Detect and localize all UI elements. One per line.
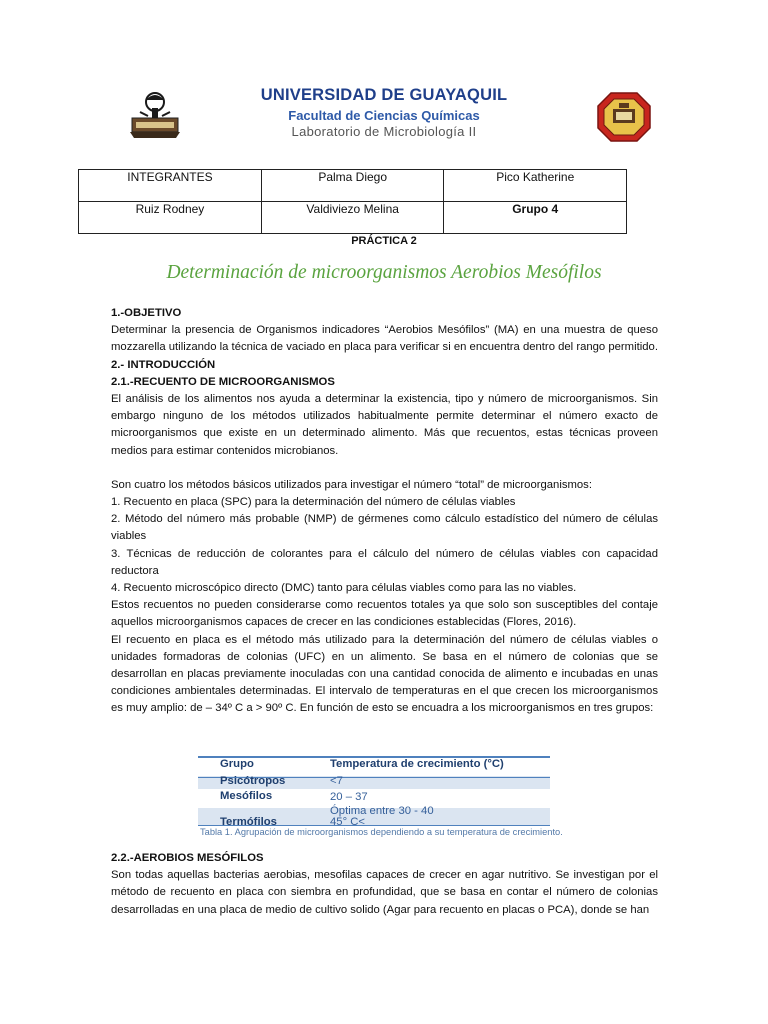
faculty-name: Facultad de Ciencias Químicas [288,108,480,123]
body-text-upper [111,305,658,718]
members-table [78,169,627,234]
table-cell: INTEGRANTES [79,170,262,202]
table-caption: Tabla 1. Agrupación de microorganismos dependiendo a su temperatura de crecimiento. [200,827,563,837]
table-cell: Grupo 4 [444,202,627,234]
paragraph: Son todas aquellas bacterias aerobias, mesofilas capaces de crecer en agar nutritivo. Se investigan por el método de recuento en placa con siembra en profundidad, que se basa en contar el número de colonias desarrolladas en una placa de medio de cultivo solido (Agar para recuento en placas o PCA), donde se han [111,869,658,916]
temperature-table [198,756,563,838]
table-cell: 45° C< [330,816,365,828]
paragraph: Son cuatro los métodos básicos utilizados para investigar el número “total” de microorganismos: [111,478,592,491]
lab-name: Laboratorio de Microbiología II [291,124,477,139]
section-heading: 1.-OBJETIVO [111,307,182,319]
document-title: Determinación de microorganismos Aerobios Mesófilos [166,262,602,283]
university-name: UNIVERSIDAD DE GUAYAQUIL [260,86,508,104]
table-cell: Palma Diego [261,170,444,202]
list-item: 4. Recuento microscópico directo (DMC) tanto para células viables como para las no viables. [111,582,577,595]
table-cell: Valdiviezo Melina [261,202,444,234]
table-row [79,170,627,202]
table-cell: Pico Katherine [444,170,627,202]
table-header-temp: Temperatura de crecimiento (°C) [330,758,504,770]
table-cell: Mesófilos [220,790,273,802]
table-header-group: Grupo [220,758,254,770]
table-cell: Óptima entre 30 - 40 [330,805,434,817]
section-heading: 2.1.-RECUENTO DE MICROORGANISMOS [111,375,335,388]
table-cell: Termófilos [220,816,277,828]
section-heading: 2.2.-AEROBIOS MESÓFILOS [111,852,264,864]
body-text-lower [111,850,658,919]
table-cell: <7 [330,775,343,787]
list-item: 2. Método del número más probable (NMP) de gérmenes como cálculo estadístico del número de células viables [111,513,658,543]
table-row [79,202,627,234]
table-cell: Psicótropos [220,775,286,787]
paragraph: Estos recuentos no pueden considerarse como recuentos totales ya que solo son susceptibles del contaje aquellos microorganismos capaces de crecer en las condiciones establecidas (Flores, 2016). [111,599,658,629]
list-item: 3. Técnicas de reducción de colorantes para el cálculo del número de células viables con capacidad reductora [111,547,658,577]
section-heading: 2.- INTRODUCCIÓN [111,358,216,371]
table-cell: Ruiz Rodney [79,202,262,234]
paragraph: El análisis de los alimentos nos ayuda a determinar la existencia, tipo y número de microorganismos. Sin embargo ninguno de los métodos utilizados habitualmente permite determinar el número exacto de microorganismos que existe en un determinado alimento. Más que recuentos, estas técnicas proveen medios para estimar contenidos microbianos. [111,393,658,457]
practice-number: PRÁCTICA 2 [351,235,417,247]
list-item: 1. Recuento en placa (SPC) para la determinación del número de células viables [111,496,516,509]
paragraph: El recuento en placa es el método más utilizado para la determinación del número de células viables o unidades formadoras de colonias (UFC) en un alimento. Se basa en el número de colonias que se desarrollan en placas previamente inoculadas con una cantidad conocida de alimento e incubadas en unas condiciones ambientales determinadas. El intervalo de temperaturas en el que crecen los microorganismos es muy amplio: de – 34º C a > 90º C. En función de esto se encuadra a los microorganismos en tres grupos: [111,633,658,715]
paragraph: Determinar la presencia de Organismos indicadores “Aerobios Mesófilos” (MA) en una muestra de queso mozzarella utilizando la técnica de vaciado en placa para verificar si en encuentra dentro del rango permitido. [111,324,658,354]
table-cell: 20 – 37 [330,791,368,803]
